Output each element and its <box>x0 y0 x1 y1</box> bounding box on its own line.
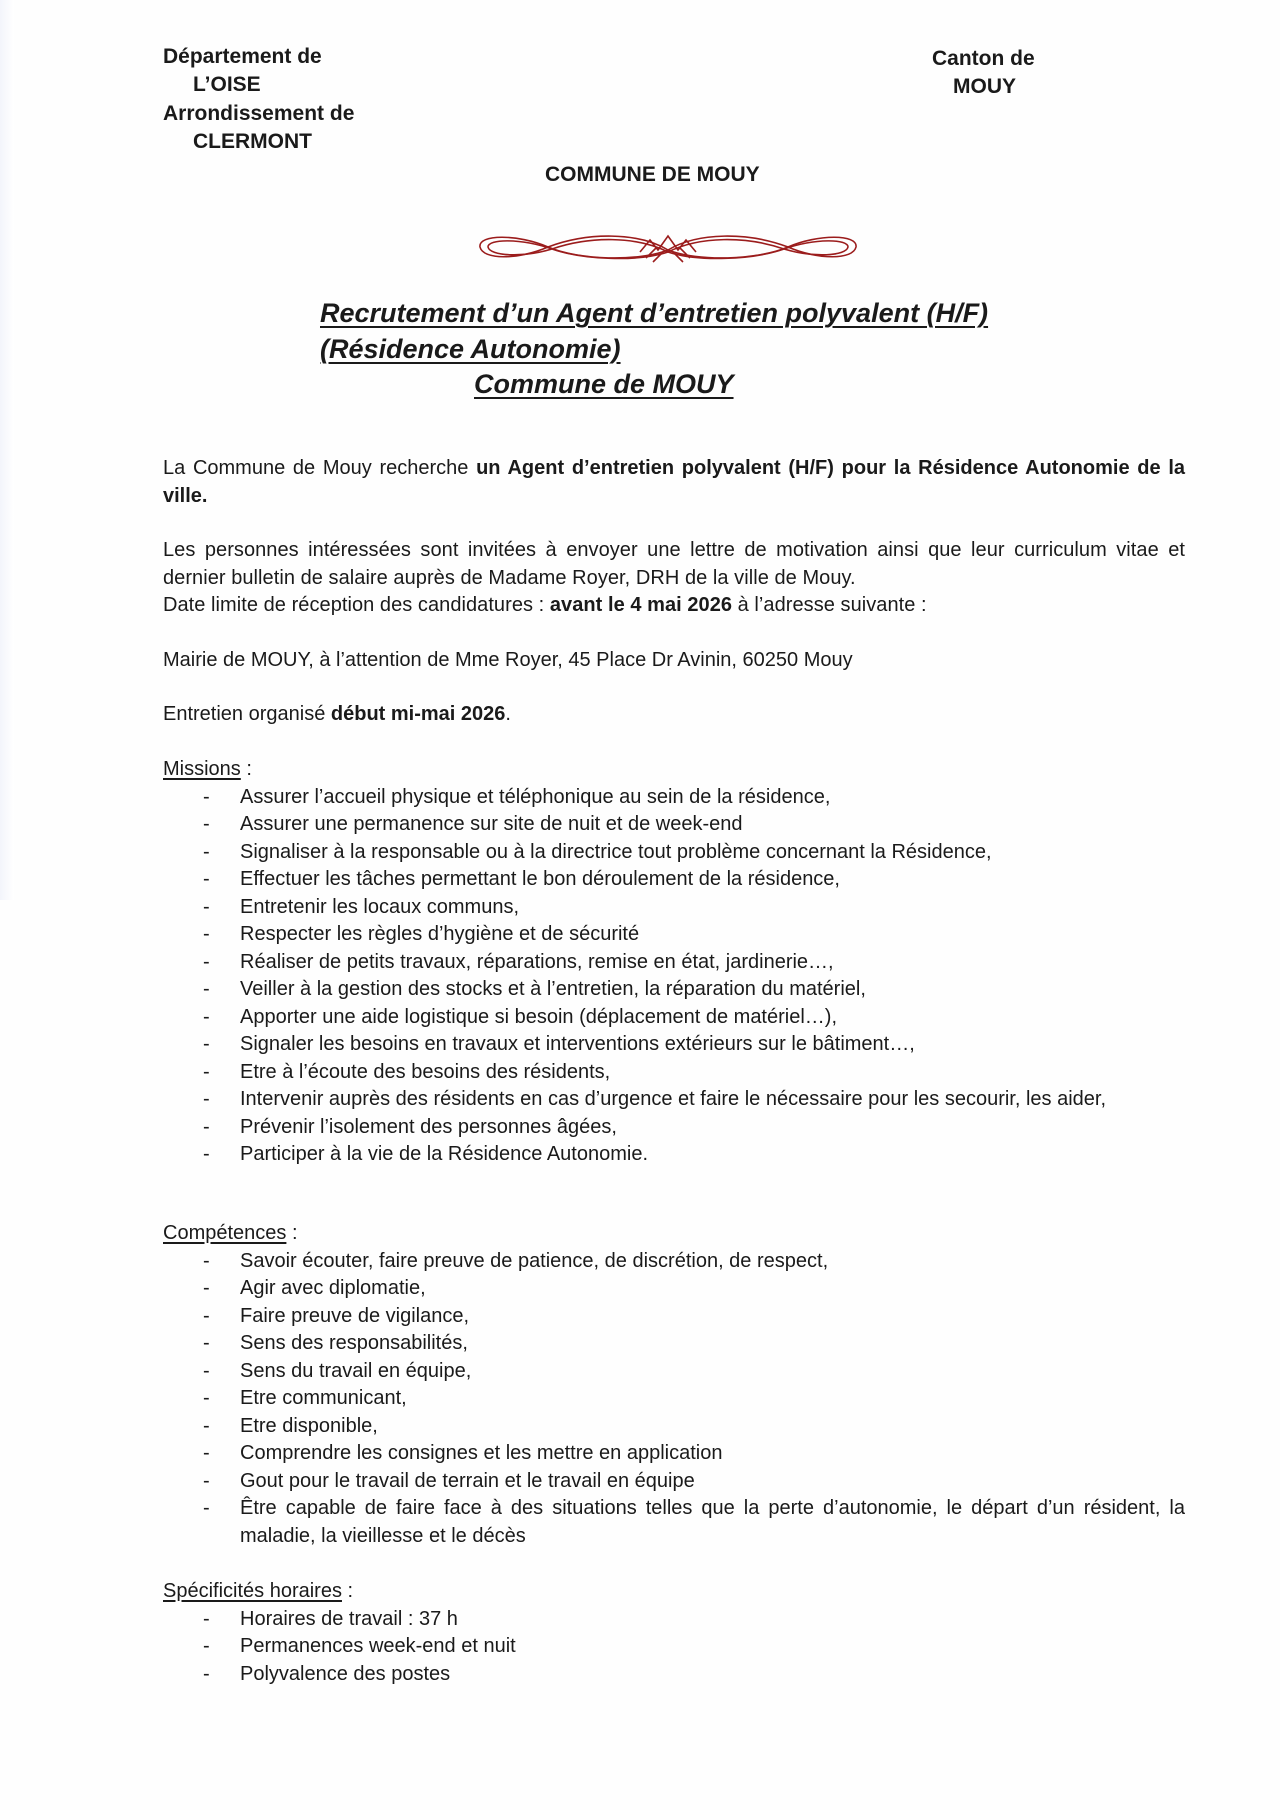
list-item-text: Sens du travail en équipe, <box>240 1359 472 1382</box>
list-item-text: Permanences week-end et nuit <box>240 1635 516 1657</box>
deadline-date: avant le 4 mai 2026 <box>549 594 733 616</box>
deadline-label: Date limite de réception des candidatures : <box>163 594 550 616</box>
interview-label: Entretien organisé <box>163 703 331 725</box>
scan-edge <box>0 0 14 900</box>
intro-paragraph <box>163 455 1185 510</box>
interview-date: début mi-mai 2026 <box>330 703 506 725</box>
list-item <box>163 1248 1185 1276</box>
list-item <box>163 1633 1185 1661</box>
competences-list <box>163 1248 1185 1551</box>
dash-bullet-icon: - <box>203 1662 210 1685</box>
list-item <box>163 1114 1185 1142</box>
address-paragraph: Mairie de MOUY, à l’attention de Mme Royer, 45 Place Dr Avinin, 60250 Mouy <box>163 648 853 671</box>
dash-bullet-icon: - <box>203 1304 210 1327</box>
list-item-text: Polyvalence des postes <box>240 1662 451 1685</box>
list-item <box>163 976 1185 1004</box>
dash-bullet-icon: - <box>203 1005 210 1028</box>
dash-bullet-icon: - <box>203 1249 210 1272</box>
list-item-text: Respecter les règles d’hygiène et de sécurité <box>240 923 640 945</box>
dash-bullet-icon: - <box>203 1359 210 1382</box>
list-item <box>163 921 1185 949</box>
list-item-text: Réaliser de petits travaux, réparations, remise en état, jardinerie…, <box>240 950 834 973</box>
list-item <box>163 1440 1185 1468</box>
horaires-section <box>163 1578 1185 1688</box>
list-item <box>163 1059 1185 1087</box>
list-item-text: Veiller à la gestion des stocks et à l’entretien, la réparation du matériel, <box>240 978 866 1000</box>
decorative-flourish-icon <box>468 222 868 272</box>
dash-bullet-icon: - <box>203 1469 210 1492</box>
heading-colon: : <box>286 1222 298 1244</box>
list-item <box>163 1031 1185 1059</box>
list-item <box>163 949 1185 977</box>
canton-value: MOUY <box>953 75 1016 98</box>
dash-bullet-icon: - <box>203 978 210 1000</box>
list-item <box>163 1358 1185 1386</box>
dash-bullet-icon: - <box>203 1033 210 1055</box>
intro-bold-text: un Agent d’entretien polyvalent (H/F) pour la Résidence Autonomie de la ville. <box>163 457 1186 507</box>
missions-heading-text: Missions <box>163 758 241 780</box>
competences-heading <box>163 1220 1185 1248</box>
heading-colon: : <box>341 1580 354 1602</box>
header-left-block <box>163 43 354 156</box>
dash-bullet-icon: - <box>203 813 210 835</box>
horaires-list <box>163 1606 1185 1689</box>
list-item-text: Apporter une aide logistique si besoin (déplacement de matériel…), <box>240 1005 838 1028</box>
interview-paragraph <box>163 701 1185 729</box>
list-item-text: Agir avec diplomatie, <box>240 1277 426 1299</box>
dash-bullet-icon: - <box>203 1332 210 1354</box>
list-item <box>163 1141 1185 1169</box>
horaires-heading-text: Spécificités horaires <box>163 1580 342 1602</box>
list-item-text: Gout pour le travail de terrain et le travail en équipe <box>240 1469 695 1492</box>
list-item-text: Savoir écouter, faire preuve de patience, de discrétion, de respect, <box>240 1249 829 1272</box>
list-item <box>163 811 1185 839</box>
dash-bullet-icon: - <box>203 840 210 863</box>
list-item <box>163 1495 1185 1550</box>
header-right-block <box>932 45 1035 101</box>
dash-bullet-icon: - <box>203 1277 210 1299</box>
list-item <box>163 839 1185 867</box>
intro-section <box>163 455 1185 729</box>
arrondissement-value: CLERMONT <box>193 130 312 153</box>
interview-tail: . <box>505 703 511 725</box>
dash-bullet-icon: - <box>203 1115 210 1138</box>
departement-value: L’OISE <box>193 73 261 96</box>
heading-colon: : <box>240 758 252 780</box>
list-item-text: Être capable de faire face à des situations telles que la perte d’autonomie, le départ d’un résident, la maladie, la vieillesse et le décès <box>240 1497 1185 1547</box>
dash-bullet-icon: - <box>203 950 210 973</box>
departement-label: Département de <box>163 45 322 68</box>
list-item-text: Effectuer les tâches permettant le bon déroulement de la résidence, <box>240 868 840 890</box>
list-item <box>163 1468 1185 1496</box>
canton-label: Canton de <box>932 47 1035 70</box>
competences-section <box>163 1220 1185 1550</box>
list-item-text: Signaliser à la responsable ou à la directrice tout problème concernant la Résidence, <box>240 840 992 863</box>
deadline-tail: à l’adresse suivante : <box>732 594 927 616</box>
dash-bullet-icon: - <box>203 1088 210 1110</box>
dash-bullet-icon: - <box>203 1442 210 1464</box>
dash-bullet-icon: - <box>203 1387 210 1409</box>
list-item <box>163 894 1185 922</box>
dash-bullet-icon: - <box>203 1607 210 1630</box>
list-item <box>163 1413 1185 1441</box>
dash-bullet-icon: - <box>203 923 210 945</box>
horaires-heading <box>163 1578 1185 1606</box>
list-item-text: Assurer une permanence sur site de nuit et de week-end <box>240 813 743 835</box>
missions-list <box>163 784 1185 1169</box>
job-title-line-3: Commune de MOUY <box>474 369 734 399</box>
commune-label: COMMUNE DE MOUY <box>545 163 760 186</box>
application-paragraph <box>163 537 1185 620</box>
dash-bullet-icon: - <box>203 895 210 918</box>
list-item-text: Assurer l’accueil physique et téléphonique au sein de la résidence, <box>240 785 831 808</box>
dash-bullet-icon: - <box>203 1497 210 1519</box>
list-item-text: Sens des responsabilités, <box>240 1332 468 1354</box>
list-item-text: Signaler les besoins en travaux et interventions extérieurs sur le bâtiment…, <box>240 1033 915 1055</box>
list-item-text: Prévenir l’isolement des personnes âgées, <box>240 1115 617 1138</box>
list-item <box>163 1606 1185 1634</box>
intro-text: La Commune de Mouy recherche <box>163 457 477 479</box>
list-item <box>163 1275 1185 1303</box>
job-title-block <box>320 296 988 403</box>
list-item-text: Intervenir auprès des résidents en cas d’urgence et faire le nécessaire pour les secourir, les aider, <box>240 1088 1107 1110</box>
missions-section <box>163 756 1185 1169</box>
list-item-text: Participer à la vie de la Résidence Autonomie. <box>240 1143 649 1165</box>
missions-heading <box>163 756 1185 784</box>
job-title-line-1: Recrutement d’un Agent d’entretien polyvalent (H/F) <box>320 298 989 328</box>
list-item <box>163 1385 1185 1413</box>
list-item-text: Entretenir les locaux communs, <box>240 895 520 918</box>
list-item <box>163 1330 1185 1358</box>
list-item-text: Faire preuve de vigilance, <box>240 1304 470 1327</box>
dash-bullet-icon: - <box>203 868 210 890</box>
list-item-text: Etre à l’écoute des besoins des résidents, <box>240 1060 611 1083</box>
list-item-text: Etre communicant, <box>240 1387 407 1409</box>
dash-bullet-icon: - <box>203 1635 210 1657</box>
dash-bullet-icon: - <box>203 1414 210 1437</box>
competences-heading-text: Compétences <box>163 1222 287 1244</box>
dash-bullet-icon: - <box>203 1060 210 1083</box>
list-item-text: Comprendre les consignes et les mettre en application <box>240 1442 723 1464</box>
list-item <box>163 784 1185 812</box>
list-item-text: Etre disponible, <box>240 1414 378 1437</box>
list-item <box>163 1086 1185 1114</box>
arrondissement-label: Arrondissement de <box>163 102 355 125</box>
list-item <box>163 1004 1185 1032</box>
application-text: Les personnes intéressées sont invitées à envoyer une lettre de motivation ainsi que leur curriculum vitae et dernier bulletin de salaire auprès de Madame Royer, DRH de la ville de Mouy. <box>163 539 1185 589</box>
job-title-line-2: (Résidence Autonomie) <box>320 333 621 364</box>
list-item <box>163 1303 1185 1331</box>
dash-bullet-icon: - <box>203 1143 210 1165</box>
list-item <box>163 1661 1185 1689</box>
dash-bullet-icon: - <box>203 785 210 808</box>
list-item-text: Horaires de travail : 37 h <box>240 1607 458 1630</box>
list-item <box>163 866 1185 894</box>
